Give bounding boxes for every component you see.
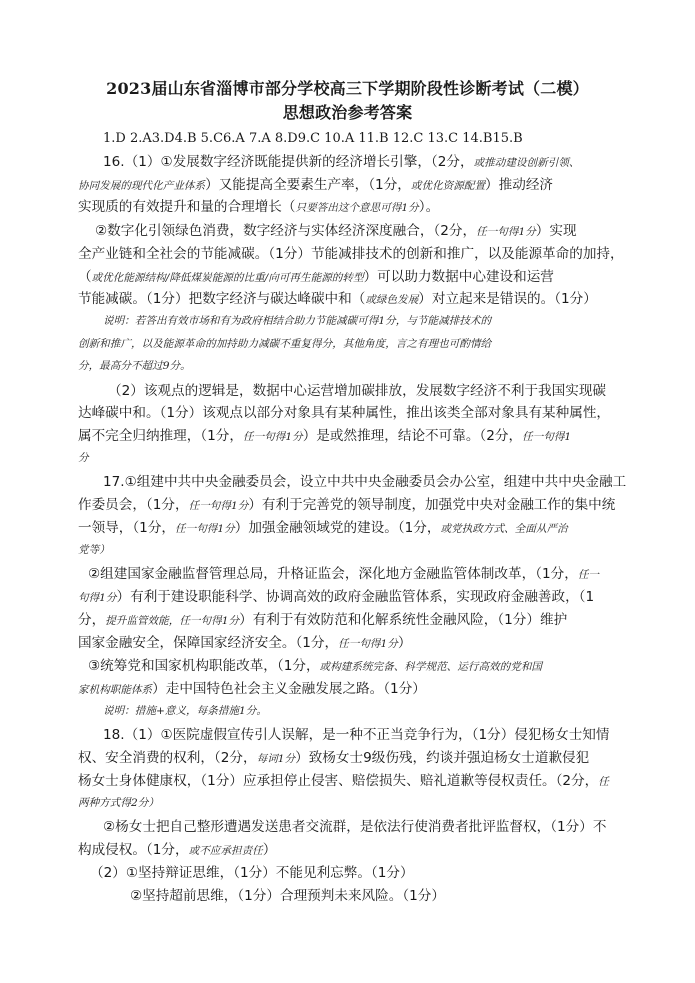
document-subtitle: 思想政治参考答案 xyxy=(282,103,413,122)
q17-para2-line3: 分，提升监管效能，任一句得1分）有利于有效防范和化解系统性金融风险，（1分）维护 xyxy=(78,612,568,628)
q17-para3-line2: 家机构职能体系）走中国特色社会主义金融发展之路。（1分） xyxy=(78,681,426,697)
q16-scoring-note-3: 分，最高分不超过9分。 xyxy=(78,360,191,372)
q17-para1-note-tail: 党等） xyxy=(78,544,110,556)
q16-part2-note-tail: 分 xyxy=(78,452,89,464)
q17-para3-line1: ③统筹党和国家机构职能改革，（1分，或构建系统完备、科学规范、运行高效的党和国 xyxy=(88,658,543,674)
q17-para2-line2: 句得1分）有利于建设职能科学、协调高效的政府金融监管体系，实现政府金融善政，（1 xyxy=(78,589,595,605)
q16-para2-line1: ②数字化引领绿色消费，数字经济与实体经济深度融合，（2分，任一句得1分）实现 xyxy=(95,223,577,239)
q17-para1-line2: 作委员会，（1分，任一句得1分）有利于完善党的领导制度，加强党中央对金融工作的集中统 xyxy=(78,497,616,513)
document-title: 2023届山东省淄博市部分学校高三下学期阶段性诊断考试（二模） xyxy=(106,79,589,98)
q16-para2-line2: 全产业链和全社会的节能减碳。（1分）节能减排技术的创新和推广，以及能源革命的加持， xyxy=(78,246,624,262)
q18-para1-line3: 杨女士身体健康权，（1分）应承担停止侵害、赔偿损失、赔礼道歉等侵权责任。（2分，任 xyxy=(78,773,609,789)
q17-scoring-note: 说明：措施+意义，每条措施1分。 xyxy=(103,705,267,717)
q16-para2-line3: （或优化能源结构/降低煤炭能源的比重/向可再生能源的转型）可以助力数据中心建设和运营 xyxy=(78,269,554,285)
q16-para1-line2: 协同发展的现代化产业体系）又能提高全要素生产率，（1分，或优化资源配置）推动经济 xyxy=(78,177,554,193)
q18-part2-line1: （2）①坚持辩证思维，（1分）不能见利忘弊。（1分） xyxy=(90,865,414,881)
q18-para2-line2: 构成侵权。（1分，或不应承担责任） xyxy=(78,842,277,858)
q16-para2-line4: 节能减碳。（1分）把数字经济与碳达峰碳中和（或绿色发展）对立起来是错误的。（1分） xyxy=(78,291,597,307)
q16-para1-line1: 16.（1）①发展数字经济既能提供新的经济增长引擎，（2分，或推动建设创新引领、 xyxy=(103,154,580,170)
q17-para1-line3: 一领导，（1分，任一句得1分）加强金融领域党的建设。（1分，或党执政方式、全面从严治 xyxy=(78,520,568,536)
q16-part2-line1: （2）该观点的逻辑是，数据中心运营增加碳排放，发展数字经济不利于我国实现碳 xyxy=(108,383,607,399)
q16-scoring-note-2: 创新和推广，以及能源革命的加持助力减碳不重复得分，其他角度，言之有理也可酌情给 xyxy=(78,338,492,350)
q18-para1-line2: 权、安全消费的权利，（2分，每词1分）致杨女士9级伤残，约谈并强迫杨女士道歉侵犯 xyxy=(78,750,590,766)
q17-para1-line1: 17.①组建中共中央金融委员会，设立中共中央金融委员会办公室，组建中共中央金融工 xyxy=(103,474,627,490)
q17-para2-line1: ②组建国家金融监督管理总局，升格证监会，深化地方金融监管体制改革，（1分，任一 xyxy=(88,566,600,582)
choice-answer-key: 1.D 2.A3.D4.B 5.C6.A 7.A 8.D9.C 10.A 11.B 12.C 13.C 14.B15.B xyxy=(103,131,523,146)
q16-scoring-note-1: 说明：若答出有效市场和有为政府相结合助力节能减碳可得1分，与节能减排技术的 xyxy=(103,315,492,327)
q18-para1-line1: 18.（1）①医院虚假宣传引人误解，是一种不正当竞争行为，（1分）侵犯杨女士知情 xyxy=(103,727,610,743)
q18-part2-line2: ②坚持超前思维，（1分）合理预判未来风险。（1分） xyxy=(130,888,445,904)
q17-para2-line4: 国家金融安全，保障国家经济安全。（1分，任一句得1分） xyxy=(78,635,412,651)
q18-para2-line1: ②杨女士把自己整形遭遇发送患者交流群，是依法行使消费者批评监督权，（1分）不 xyxy=(103,819,607,835)
q16-para1-line3: 实现质的有效提升和量的合理增长（只要答出这个意思可得1分）。 xyxy=(78,199,440,215)
q16-part2-line3: 属不完全归纳推理，（1分，任一句得1分）是或然推理，结论不可靠。（2分，任一句得1 xyxy=(78,428,572,444)
q18-para1-note-tail: 两种方式得2分） xyxy=(78,797,159,809)
q16-part2-line2: 达峰碳中和。（1分）该观点以部分对象具有某种属性，推出该类全部对象具有某种属性， xyxy=(78,405,611,421)
